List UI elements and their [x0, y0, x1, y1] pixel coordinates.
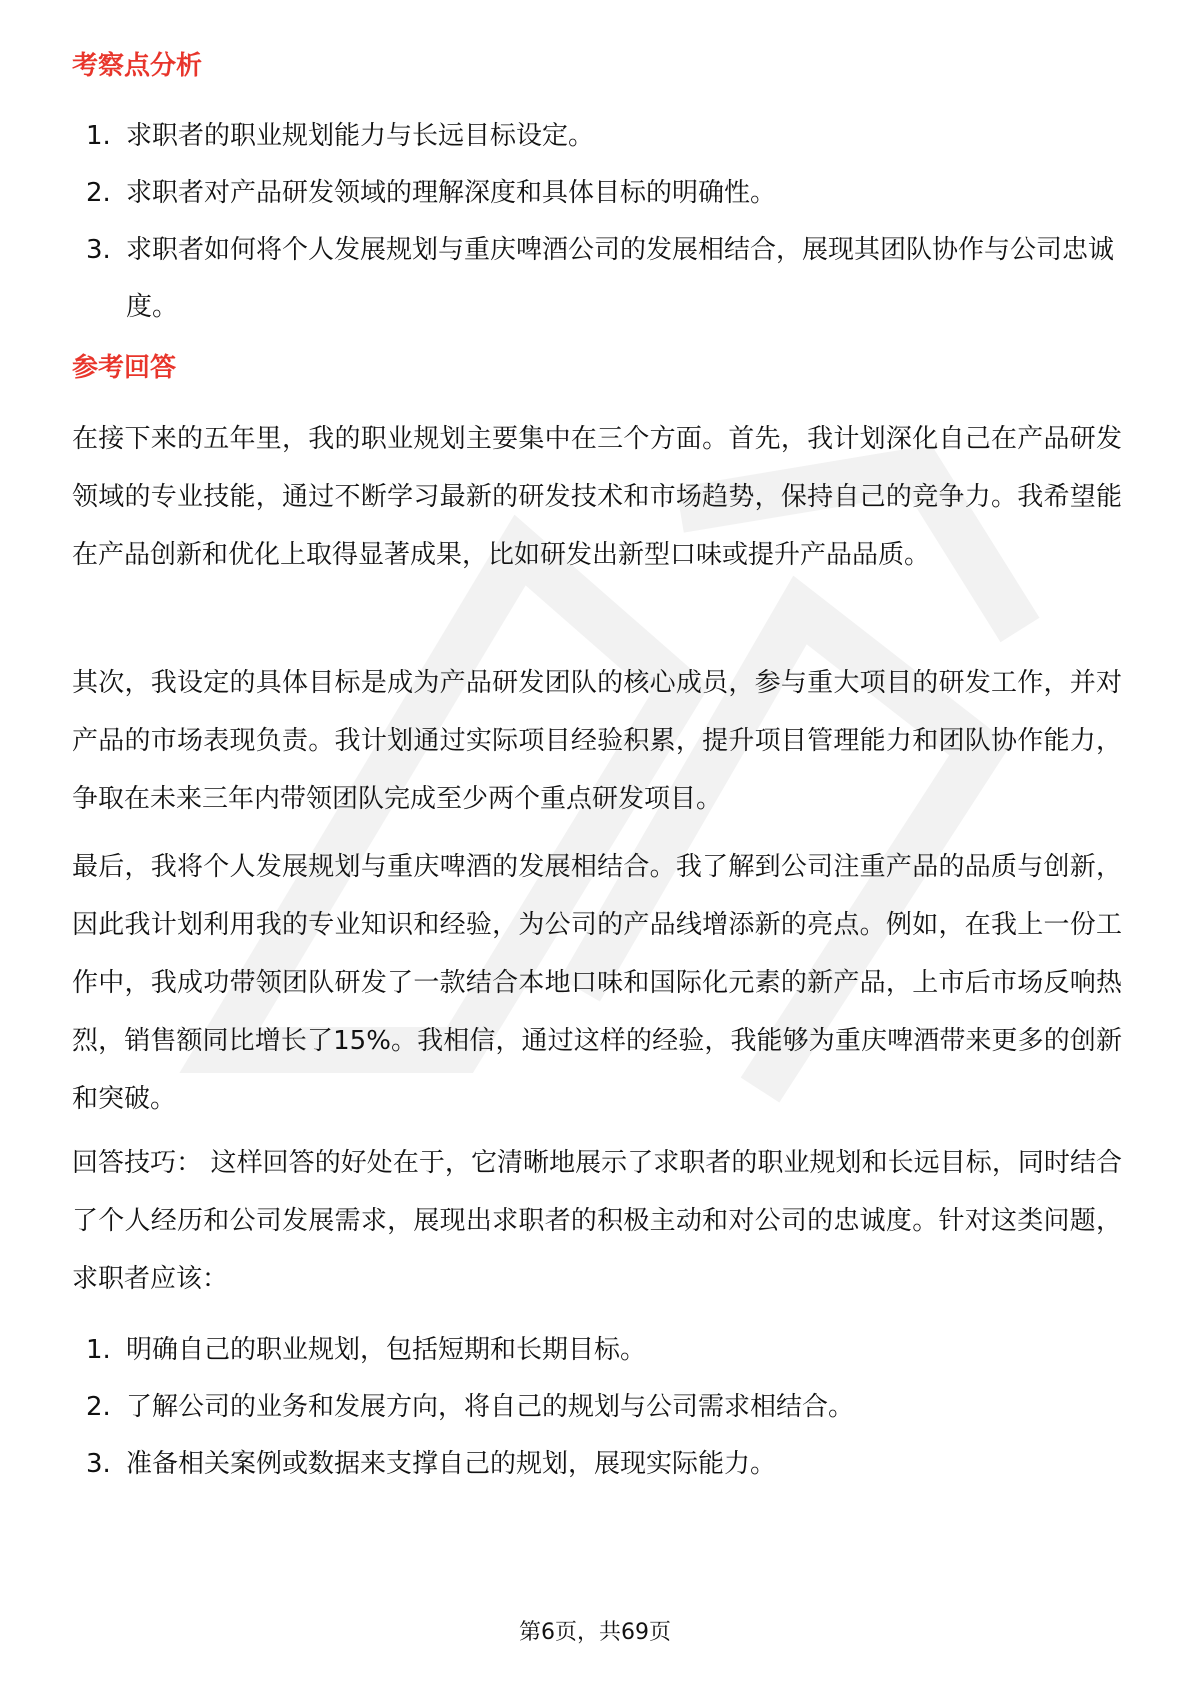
list-text: 求职者如何将个人发展规划与重庆啤酒公司的发展相结合，展现其团队协作与公司忠诚度。 — [126, 235, 1115, 322]
list-number: 1. — [86, 1335, 111, 1365]
list-item — [72, 1436, 1122, 1493]
list-text: 明确自己的职业规划，包括短期和长期目标。 — [126, 1335, 647, 1365]
tips-list — [72, 1322, 1122, 1493]
answer-paragraph-3: 最后，我将个人发展规划与重庆啤酒的发展相结合。我了解到公司注重产品的品质与创新，因此我计划利用我的专业知识和经验，为公司的产品线增添新的亮点。例如，在我上一份工作中，我成功带领团队研发了一款结合本地口味和国际化元素的新产品，上市后市场反响热烈，销售额同比增长了15%。我相信，通过这样的经验，我能够为重庆啤酒带来更多的创新和突破。 — [72, 852, 1122, 1114]
answer-paragraph-1: 在接下来的五年里，我的职业规划主要集中在三个方面。首先，我计划深化自己在产品研发领域的专业技能，通过不断学习最新的研发技术和市场趋势，保持自己的竞争力。我希望能在产品创新和优化上取得显著成果，比如研发出新型口味或提升产品品质。 — [72, 424, 1122, 570]
list-item — [72, 1322, 1122, 1379]
section-heading-analysis: 考察点分析 — [72, 51, 203, 81]
answer-tips-paragraph: 回答技巧： 这样回答的好处在于，它清晰地展示了求职者的职业规划和长远目标，同时结合了个人经历和公司发展需求，展现出求职者的积极主动和对公司的忠诚度。针对这类问题，求职者应该： — [72, 1148, 1122, 1294]
list-number: 2. — [86, 1392, 111, 1422]
list-item — [72, 1379, 1122, 1436]
section-heading-answer: 参考回答 — [72, 353, 177, 383]
list-number: 2. — [86, 178, 111, 208]
list-text: 求职者的职业规划能力与长远目标设定。 — [126, 121, 595, 151]
analysis-list — [72, 108, 1122, 336]
answer-paragraph-2: 其次，我设定的具体目标是成为产品研发团队的核心成员，参与重大项目的研发工作，并对产品的市场表现负责。我计划通过实际项目经验积累，提升项目管理能力和团队协作能力，争取在未来三年内带领团队完成至少两个重点研发项目。 — [72, 668, 1122, 814]
list-number: 3. — [86, 235, 111, 265]
list-item — [72, 222, 1122, 336]
list-number: 1. — [86, 121, 111, 151]
list-text: 了解公司的业务和发展方向，将自己的规划与公司需求相结合。 — [126, 1392, 855, 1422]
list-number: 3. — [86, 1449, 111, 1479]
page-number: 第6页，共69页 — [519, 1620, 671, 1645]
list-text: 准备相关案例或数据来支撑自己的规划，展现实际能力。 — [126, 1449, 777, 1479]
list-item — [72, 108, 1122, 165]
list-text: 求职者对产品研发领域的理解深度和具体目标的明确性。 — [126, 178, 777, 208]
list-item — [72, 165, 1122, 222]
